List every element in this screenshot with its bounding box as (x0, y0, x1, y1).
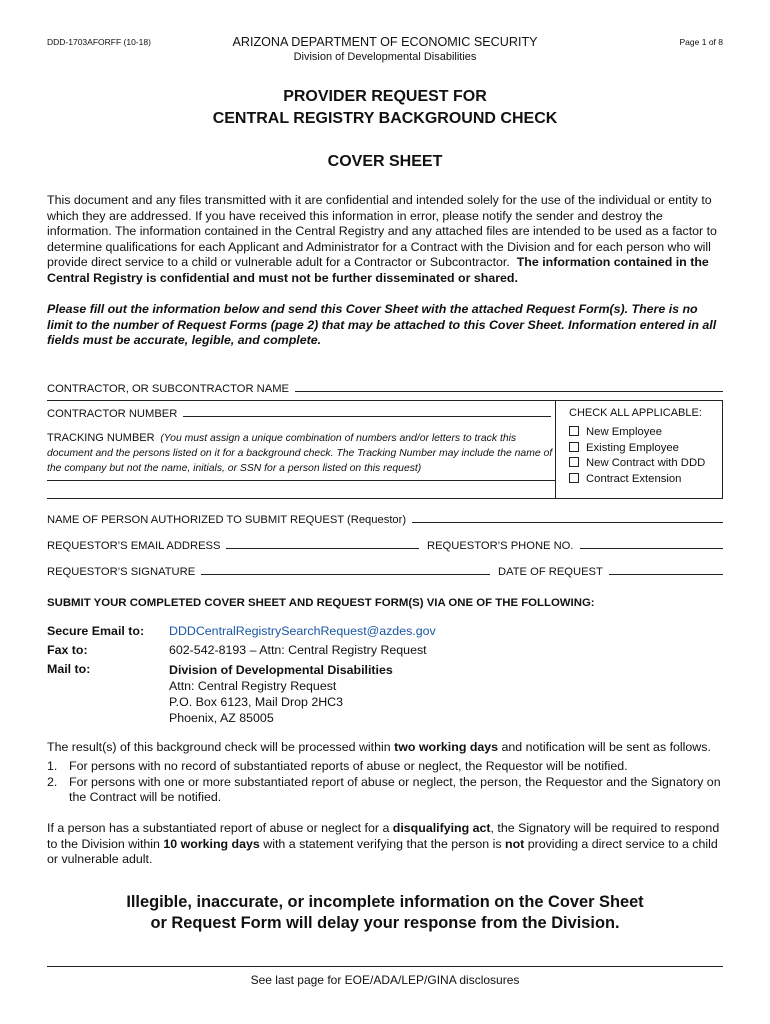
footer-divider (47, 966, 723, 967)
check-new-employee[interactable]: New Employee (569, 425, 705, 441)
request-date-row (498, 566, 723, 578)
tracking-number-block (47, 431, 553, 477)
form-code: DDD-1703AFORFF (10-18) (47, 37, 151, 47)
check-all-title: CHECK ALL APPLICABLE: (569, 407, 702, 419)
division-name: Division of Developmental Disabilities (293, 51, 477, 63)
requestor-name-field[interactable] (412, 522, 723, 523)
warning-line1: Illegible, inaccurate, or incomplete information on the Cover Sheet (126, 893, 644, 911)
contractor-name-row (47, 383, 723, 395)
contractor-name-field[interactable] (295, 391, 723, 392)
confidentiality-notice: This document and any files transmitted with it are confidential and intended solely for the use of the individual or entity to which they are addressed. If you have received this information in error, please notify the sender and destroy the information. The information contained in the Central Registry and any attached files are intended to be used as a factor to determine qualifications for each Applicant and Administrator for a Contract with the Division and for each person who will provide direct service to a child or vulnerable adult for a Contractor or Subcontractor. The information contained in the Central Registry is confidential and must not be further disseminated or shared. (47, 193, 717, 285)
email-link[interactable]: DDDCentralRegistrySearchRequest@azdes.gov (169, 624, 436, 638)
title-line2: CENTRAL REGISTRY BACKGROUND CHECK (212, 110, 558, 127)
checkbox[interactable] (569, 442, 579, 452)
fill-instructions: Please fill out the information below and send this Cover Sheet with the attached Request Form(s). There is no limit to the number of Request Forms (page 2) that may be attached to this Cover Sheet. Information entered in all fields must be accurate, legible, and complete. (47, 302, 717, 348)
requestor-phone-row (427, 540, 723, 552)
email-label: Secure Email to: (47, 624, 145, 638)
submit-heading: SUBMIT YOUR COMPLETED COVER SHEET AND REQUEST FORM(S) VIA ONE OF THE FOLLOWING: (47, 597, 595, 609)
checkbox[interactable] (569, 457, 579, 467)
check-contract-extension[interactable]: Contract Extension (569, 472, 705, 488)
agency-name: ARIZONA DEPARTMENT OF ECONOMIC SECURITY (232, 35, 538, 49)
contractor-number-row (47, 408, 555, 420)
contractor-name-label: CONTRACTOR, OR SUBCONTRACTOR NAME (47, 383, 289, 395)
mail-line: Phoenix, AZ 85005 (169, 711, 274, 725)
requestor-signature-field[interactable] (201, 574, 490, 575)
mail-line: Division of Developmental Disabilities (169, 663, 393, 677)
tracking-number-note: (You must assign a unique combination of numbers and/or letters to track this document and the persons listed on it for a background check. The Tracking Number may include the name of the company but not the name, initials, or SSN for a person listed on this request) (47, 433, 553, 475)
check-existing-employee[interactable]: Existing Employee (569, 441, 705, 457)
request-date-field[interactable] (609, 574, 723, 575)
checkbox[interactable] (569, 426, 579, 436)
results-intro: The result(s) of this background check will be processed within two working days and notification will be sent as follows. (47, 740, 711, 754)
results-list (47, 759, 723, 806)
requestor-email-field[interactable] (226, 548, 419, 549)
checklist (569, 425, 705, 487)
cover-sheet-title: COVER SHEET (327, 153, 443, 170)
fax-value: 602-542-8193 – Attn: Central Registry Request (169, 643, 427, 657)
mail-address (169, 662, 393, 726)
check-new-contract[interactable]: New Contract with DDD (569, 456, 705, 472)
contractor-number-field[interactable] (183, 416, 551, 417)
checkbox[interactable] (569, 473, 579, 483)
requestor-email-label: REQUESTOR’S EMAIL ADDRESS (47, 540, 221, 552)
fax-label: Fax to: (47, 643, 88, 657)
requestor-phone-field[interactable] (580, 548, 724, 549)
requestor-name-label: NAME OF PERSON AUTHORIZED TO SUBMIT REQUEST (Requestor) (47, 514, 407, 526)
requestor-name-row (47, 514, 723, 526)
warning-line2: or Request Form will delay your response from the Division. (150, 914, 620, 932)
request-date-label: DATE OF REQUEST (498, 566, 603, 578)
mail-line: Attn: Central Registry Request (169, 679, 337, 693)
disqualifying-act-notice: If a person has a substantiated report of abuse or neglect for a disqualifying act, the Signatory will be required to respond to the Division within 10 working days with a statement verifying that the person is not providing a direct service to a child or vulnerable adult. (47, 821, 720, 867)
list-item: 2. For persons with one or more substantiated report of abuse or neglect, the person, the Requestor and the Signatory on the Contract will be notified. (47, 774, 721, 805)
contractor-number-label: CONTRACTOR NUMBER (47, 408, 178, 420)
footer-disclosure: See last page for EOE/ADA/LEP/GINA disclosures (250, 973, 520, 987)
mail-line: P.O. Box 6123, Mail Drop 2HC3 (169, 695, 344, 709)
requestor-signature-label: REQUESTOR’S SIGNATURE (47, 566, 196, 578)
requestor-signature-row (47, 566, 490, 578)
title-line1: PROVIDER REQUEST FOR (283, 88, 487, 105)
list-item: 1. For persons with no record of substantiated reports of abuse or neglect, the Requestor will be notified. (47, 759, 628, 773)
tracking-number-label: TRACKING NUMBER (47, 432, 155, 444)
requestor-phone-label: REQUESTOR’S PHONE NO. (427, 540, 574, 552)
mail-label: Mail to: (47, 662, 91, 676)
page-number: Page 1 of 8 (679, 37, 723, 47)
requestor-email-row (47, 540, 419, 552)
tracking-number-field[interactable] (47, 480, 555, 481)
